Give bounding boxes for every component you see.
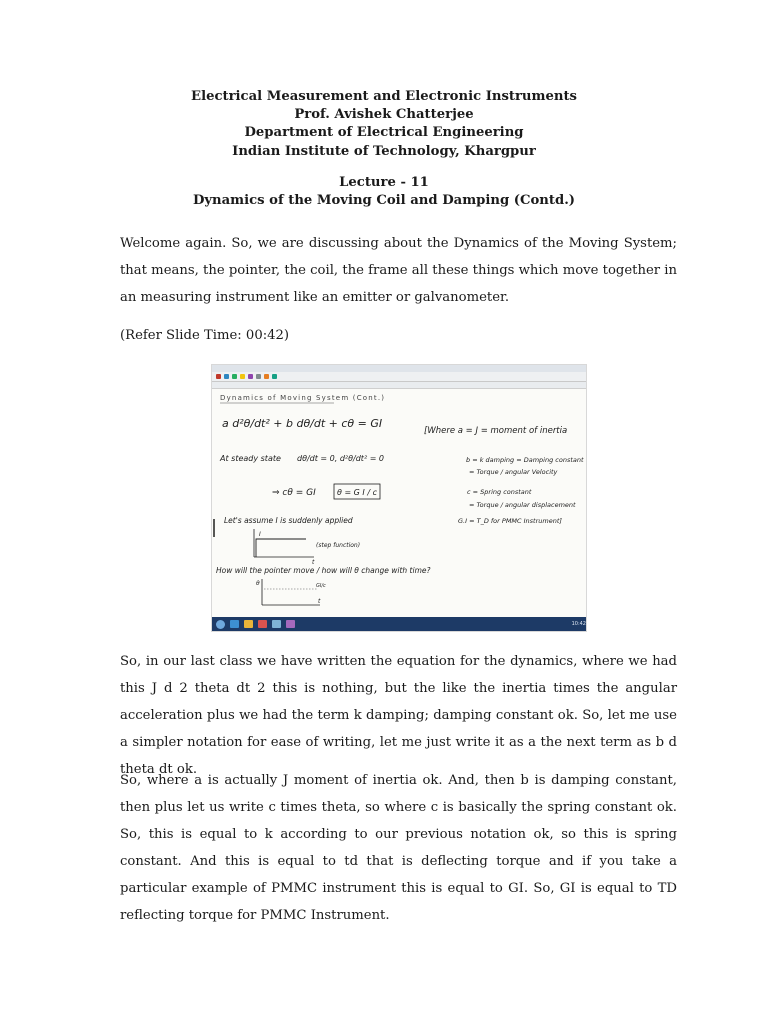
lecture-title: Dynamics of the Moving Coil and Damping (Contd.) [192, 193, 576, 209]
steady-state-label: At steady state [220, 454, 281, 463]
boxed-result: θ = G I / c [337, 488, 377, 497]
steady-state-conditions: dθ/dt = 0, d²θ/dt² = 0 [297, 454, 385, 463]
intro-paragraph: Welcome again. So, we are discussing about the Dynamics of the Moving System; that means, the pointer, the coil, the frame all these things which move together in an measuring instrument like an emitter or galvanometer. [120, 236, 677, 305]
slide-menubar [212, 382, 586, 389]
paragraph-constants: So, where a is actually J moment of inertia ok. And, then b is damping constant, then plus let us write c times theta, so where c is basically the spring constant ok. So, this is equal to k according to our previous notation ok, so this is spring constant. And this is equal to td that is deflecting torque and if you take a particular example of PMMC instrument this is equal to GI. So, GI is equal to TD reflecting torque for PMMC Instrument. [120, 773, 677, 923]
definition-c-unit: = Torque / angular displacement [469, 501, 576, 509]
toolbar-icon [264, 374, 269, 379]
dynamics-equation: a d²θ/dt² + b dθ/dt + cθ = GI [222, 417, 383, 430]
slide-canvas [212, 389, 586, 617]
slide-time-reference: (Refer Slide Time: 00:42) [120, 328, 290, 343]
slide-window-titlebar [212, 365, 586, 372]
ie-icon [230, 620, 239, 628]
toolbar-icon [224, 374, 229, 379]
step-function-label: (step function) [316, 542, 361, 549]
steady-state-result: ⇒ cθ = GI [272, 488, 316, 498]
paragraph-dynamics-equation: So, in our last class we have written the equation for the dynamics, where we had this J d 2 theta dt 2 this is nothing, but the like the inertia times the angular acceleration plus we had the term k damping; damping constant ok. So, let me use a simpler notation for ease of writing, let me just write it as a the next term as b d theta dt ok. [120, 654, 677, 777]
toolbar-icon [272, 374, 277, 379]
course-title: Electrical Measurement and Electronic Instruments [191, 89, 577, 104]
step-i-label: I [259, 531, 261, 538]
definition-b-unit: = Torque / angular Velocity [469, 468, 558, 476]
document-header [0, 88, 768, 210]
app-icon [272, 620, 281, 628]
start-button-icon [216, 620, 225, 629]
step-function-curve [256, 539, 306, 557]
taskbar-clock: 10:42 [571, 621, 586, 627]
slide-toolbar [212, 372, 586, 382]
folder-icon [244, 620, 253, 628]
lecture-number: Lecture - 11 [339, 174, 429, 190]
slide-heading: Dynamics of Moving System (Cont.) [220, 394, 386, 402]
question-text: How will the pointer move / how will θ change with time? [216, 566, 431, 575]
response-t-label: t [318, 598, 321, 605]
definition-gi: G.I = T_D for PMMC Instrument] [458, 517, 562, 525]
toolbar-icon [248, 374, 253, 379]
toolbar-icon [216, 374, 221, 379]
response-theta-label: θ [256, 580, 260, 587]
header-spacer [0, 161, 768, 174]
department-name: Department of Electrical Engineering [244, 125, 524, 141]
media-icon [258, 620, 267, 628]
definition-c: c = Spring constant [467, 488, 532, 496]
professor-name: Prof. Avishek Chatterjee [294, 107, 474, 123]
definition-b: b = k damping = Damping constant [466, 456, 584, 464]
assumption-text: Let's assume I is suddenly applied [224, 516, 353, 525]
step-t-label: t [312, 559, 315, 566]
toolbar-icon [232, 374, 237, 379]
lecture-slide-screenshot [211, 364, 587, 632]
windows-taskbar [212, 617, 587, 631]
definition-a: [Where a = J = moment of inertia [424, 426, 568, 436]
toolbar-icon [240, 374, 245, 379]
app-icon [286, 620, 295, 628]
institute-name: Indian Institute of Technology, Khargpur [232, 143, 536, 159]
toolbar-icon [256, 374, 261, 379]
final-value-label: GI/c [316, 583, 326, 589]
